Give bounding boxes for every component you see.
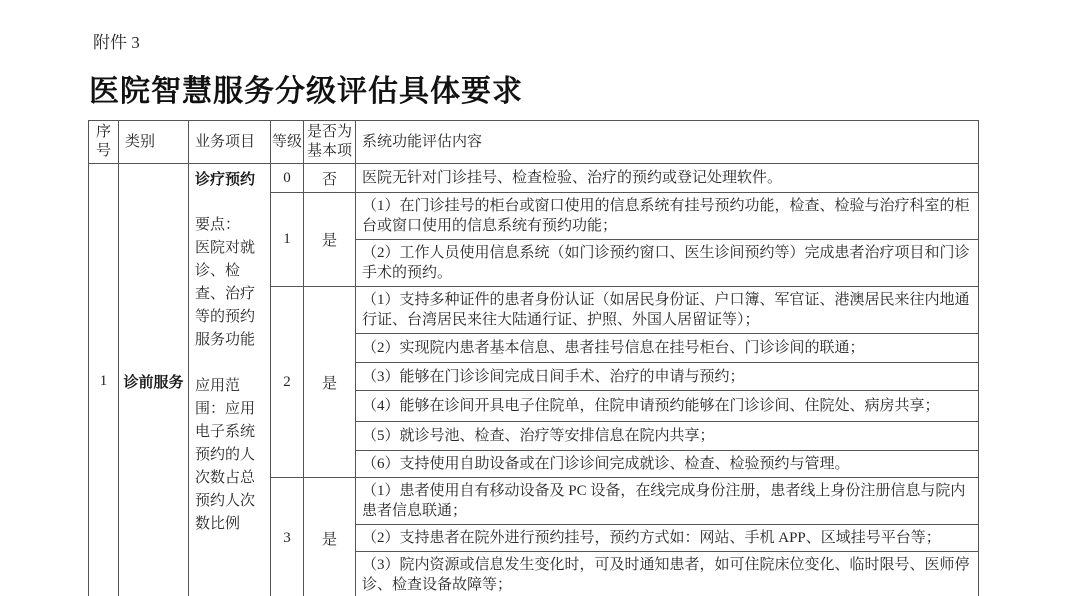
content-cell: （2）实现院内患者基本信息、患者挂号信息在挂号柜台、门诊诊间的联通；: [356, 334, 979, 363]
page-title: 医院智慧服务分级评估具体要求: [89, 75, 523, 108]
content-cell: （5）就诊号池、检查、治疗等安排信息在院内共享；: [356, 422, 979, 451]
content-cell: （4）能够在诊间开具电子住院单，住院申请预约能够在门诊诊间、住院处、病房共享；: [356, 391, 979, 422]
basic-cell: 是: [304, 193, 356, 287]
category-cell: 诊前服务: [119, 164, 189, 596]
business-item-name: 诊疗预约: [195, 171, 256, 188]
content-cell: （2）支持患者在院外进行预约挂号，预约方式如：网站、手机 APP、区域挂号平台等；: [356, 525, 979, 552]
content-cell: （1）在门诊挂号的柜台或窗口使用的信息系统有挂号预约功能，检查、检验与治疗科室的柜台或窗口使用的信息系统有预约功能；: [356, 193, 979, 240]
level-cell: 2: [271, 287, 304, 478]
col-header-category: 类别: [119, 121, 189, 164]
col-header-basic: 是否为基本项: [304, 121, 356, 164]
content-cell: （3）能够在门诊诊间完成日间手术、治疗的申请与预约；: [356, 363, 979, 391]
seq-cell: 1: [89, 164, 119, 596]
content-cell: （1）患者使用自有移动设备及 PC 设备，在线完成身份注册，患者线上身份注册信息与院内患者信息联通；: [356, 478, 979, 525]
content-cell: （3）院内资源或信息发生变化时，可及时通知患者，如可住院床位变化、临时限号、医师停诊、检查设备故障等；: [356, 552, 979, 596]
level-cell: 3: [271, 478, 304, 596]
business-scope: 应用范围：应用电子系统预约的人次数占总预约人次数比例: [195, 378, 256, 532]
level-cell: 1: [271, 193, 304, 287]
basic-cell: 是: [304, 287, 356, 478]
col-header-seq: 序号: [89, 121, 119, 164]
content-cell: 医院无针对门诊挂号、检查检验、治疗的预约或登记处理软件。: [356, 164, 979, 193]
business-key-points-label: 要点：: [195, 217, 241, 233]
content-cell: （1）支持多种证件的患者身份认证（如居民身份证、户口簿、军官证、港澳居民来往内地通行证、台湾居民来往大陆通行证、护照、外国人居留证等）；: [356, 287, 979, 334]
col-header-content: 系统功能评估内容: [356, 121, 979, 164]
table-row: [89, 164, 979, 193]
attachment-label: 附件 3: [93, 33, 140, 52]
content-cell: （6）支持使用自助设备或在门诊诊间完成就诊、检查、检验预约与管理。: [356, 451, 979, 478]
level-cell: 0: [271, 164, 304, 193]
col-header-business-item: 业务项目: [189, 121, 271, 164]
table-header-row: [89, 121, 979, 164]
business-item-cell: [189, 164, 271, 596]
content-cell: （2）工作人员使用信息系统（如门诊预约窗口、医生诊间预约等）完成患者治疗项目和门诊手术的预约。: [356, 240, 979, 287]
evaluation-table: [88, 120, 979, 596]
business-key-points: 医院对就诊、检查、治疗等的预约服务功能: [195, 240, 256, 348]
basic-cell: 是: [304, 478, 356, 596]
col-header-level: 等级: [271, 121, 304, 164]
basic-cell: 否: [304, 164, 356, 193]
